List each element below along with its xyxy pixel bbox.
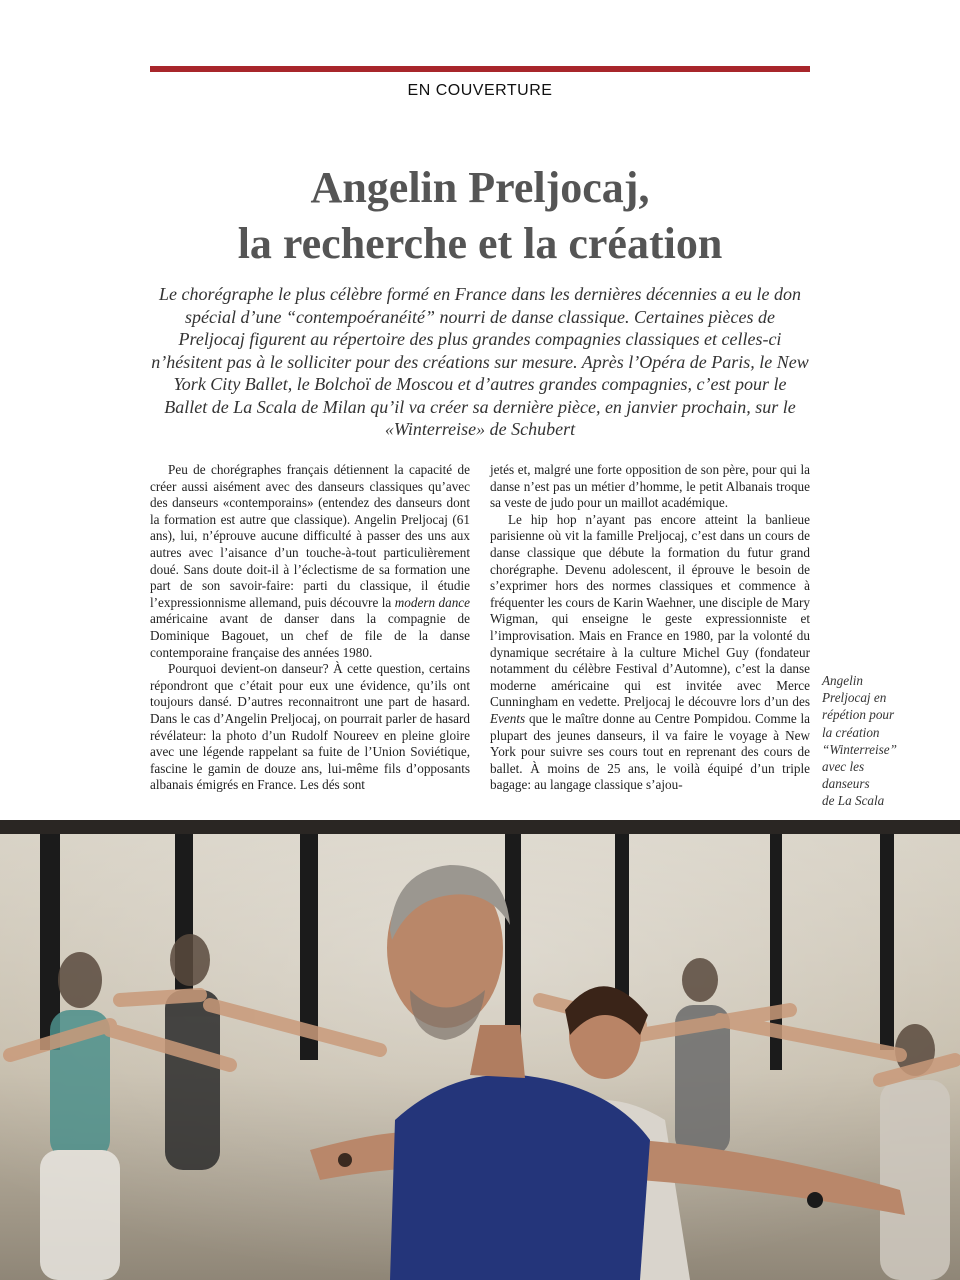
caption-line-7: danseurs <box>822 776 870 792</box>
paragraph-3 <box>490 512 810 794</box>
section-label: EN COUVERTURE <box>407 82 553 99</box>
caption-line-2: Preljocaj en <box>822 690 887 706</box>
caption-line-5: “Winterreise” <box>822 741 897 757</box>
headline-line-1: Angelin Preljocaj, <box>310 163 650 212</box>
paragraph-3-text-end: que le maître donne au Centre Pompidou. Comme la plupart des jeunes danseurs, il va faire le voyage à New York pour suivre ses cours tout en reprenant des cours de ballet. À moins de 25 ans, le voilà équipé d’un triple bagage: au langage classique s’ajou- <box>490 710 810 793</box>
photo-caption <box>822 672 912 810</box>
headline <box>60 160 900 272</box>
caption-line-1: Angelin <box>822 673 864 688</box>
article-column-right <box>490 462 810 794</box>
article-column-left <box>150 462 470 794</box>
paragraph-3-emphasis: Events <box>490 710 526 726</box>
caption-line-8: de La Scala <box>822 793 885 809</box>
paragraph-1 <box>150 462 470 661</box>
caption-line-4: la création <box>822 724 880 740</box>
paragraph-1-text: Peu de chorégraphes français détiennent la capacité de créer aussi aisément avec des danseurs classiques qu’avec des danseurs «contemporains» (entendez des danseurs dont la formation est autre que classique). Angelin Preljocaj (61 ans), lui, n’éprouve aucune difficulté à passer des uns aux autres avec l’aisance d’un touche-à-tout particulièrement doué. Sans doute doit-il à l’éclectisme de sa formation une part de son savoir-faire: parti du classique, il étudie l’expressionnisme allemand, puis découvre la <box>150 462 470 610</box>
paragraph-3-text: Le hip hop n’ayant pas encore atteint la banlieue parisienne où vit la famille Preljocaj, c’est dans un cours de danse classique que débute la formation du futur grand chorégraphe. Devenu adolescent, il éprouve le besoin de s’exprimer hors des normes classiques et commence à fréquenter les cours de Karin Waehner, une disciple de Mary Wigman, qui enseigne le geste expressionniste et l’improvisation. Mais en France en 1980, par la volonté du dynamique secrétaire à la culture Michel Guy (fondateur notamment du célèbre Festival d’Automne), c’est la danse moderne américaine qui est invitée avec Merce Cunningham en vedette. Preljocaj le découvre lors d’un des <box>490 511 810 710</box>
paragraph-1-text-end: américaine avant de danser dans la compagnie de Dominique Bagouet, un chef de file de la danse contemporaine française des années 1980. <box>150 611 470 660</box>
standfirst: Le chorégraphe le plus célèbre formé en France dans les dernières décennies a eu le don spécial d’une “contempoéranéité” nourri de danse classique. Certaines pièces de Preljocaj figurent au répertoire des plus grandes compagnies classiques et celles-ci n’hésitent pas à le solliciter pour des créations sur mesure. Après l’Opéra de Paris, le New York City Ballet, le Bolchoï de Moscou et d’autres grandes compagnies, c’est pour le Ballet de La Scala de Milan qu’il va créer sa dernière pièce, en janvier prochain, sur le «Winterreise» de Schubert <box>151 284 809 439</box>
caption-line-3: répétion pour <box>822 707 895 723</box>
rehearsal-photo <box>0 820 960 1280</box>
paragraph-2-continued: jetés et, malgré une forte opposition de son père, pour qui la danse n’est pas un métier d’homme, le petit Albanais troque sa veste de judo pour un maillot académique. <box>490 462 810 511</box>
paragraph-2: Pourquoi devient-on danseur? À cette question, certains répondront que c’était pour eux une évidence, qu’ils ont toujours dansé. D’autres reconnaitront une part de hasard. Dans le cas d’Angelin Preljocaj, on pourrait parler de hasard révélateur: la photo d’un Rudolf Noureev en pleine gloire avec une légende rappelant sa fuite de l’Union Soviétique, fascine le gamin de douze ans, lui-même fils d’opposants albanais émigrés en France. Les dés sont <box>150 661 470 793</box>
top-rule <box>150 66 810 72</box>
paragraph-1-emphasis: modern dance <box>394 594 470 610</box>
caption-line-6: avec les <box>822 759 865 775</box>
headline-line-2: la recherche et la création <box>237 219 723 268</box>
